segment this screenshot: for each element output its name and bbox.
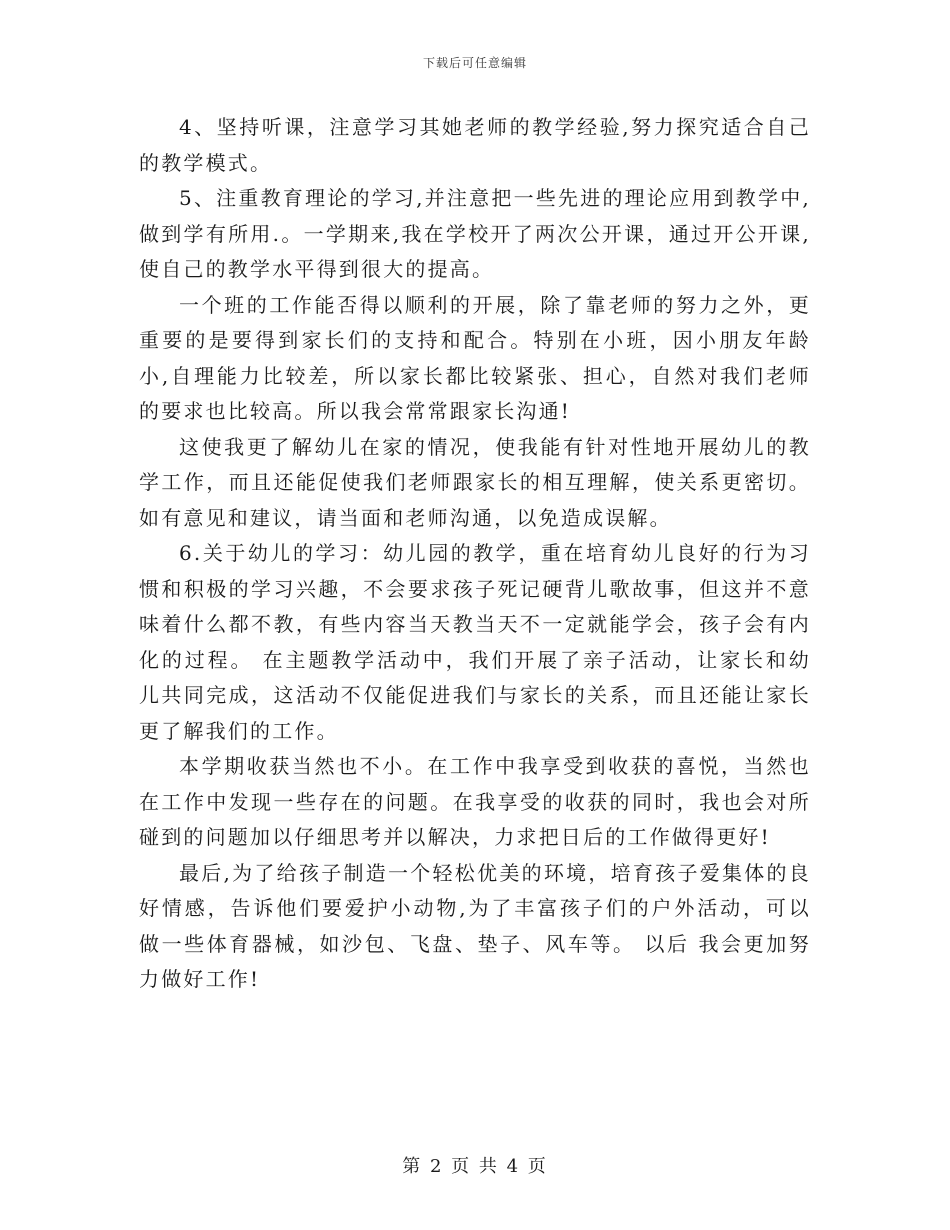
paragraph-children-learning: 6.关于幼儿的学习：幼儿园的教学，重在培育幼儿良好的行为习惯和积极的学习兴趣，不会要求孩子死记硬背儿歌故事，但这并不意味着什么都不教，有些内容当天教当天不一定就能学会，孩子会有内化的过程。 在主题教学活动中，我们开展了亲子活动，让家长和幼儿共同完成，这活动不仅能促进我们与家长的关系，而且还能让家长更了解我们的工作。 (139, 541, 811, 743)
paragraph-listening-classes: 4、坚持听课，注意学习其她老师的教学经验,努力探究适合自己的教学模式。 (139, 115, 811, 175)
page-header: 下载后可任意编辑 (422, 56, 527, 70)
paragraph-semester-gains: 本学期收获当然也不小。在工作中我享受到收获的喜悦，当然也在工作中发现一些存在的问题。在我享受的收获的同时，我也会对所碰到的问题加以仔细思考并以解决，力求把日后的工作做得更好! (139, 754, 811, 849)
page-number: 第 2 页 共 4 页 (402, 1156, 548, 1177)
paragraph-parent-cooperation: 一个班的工作能否得以顺利的开展，除了靠老师的努力之外，更重要的是要得到家长们的支持和配合。特别在小班，因小朋友年龄小,自理能力比较差，所以家长都比较紧张、担心，自然对我们老师的要求也比较高。所以我会常常跟家长沟通! (139, 292, 811, 423)
paragraph-education-theory: 5、注重教育理论的学习,并注意把一些先进的理论应用到教学中,做到学有所用.。一学期来,我在学校开了两次公开课，通过开公开课,使自己的教学水平得到很大的提高。 (139, 186, 811, 281)
document-body (139, 110, 811, 998)
paragraph-understanding-children: 这使我更了解幼儿在家的情况，使我能有针对性地开展幼儿的教学工作，而且还能促使我们老师跟家长的相互理解，使关系更密切。如有意见和建议，请当面和老师沟通，以免造成误解。 (139, 434, 811, 530)
paragraph-conclusion: 最后,为了给孩子制造一个轻松优美的环境，培育孩子爱集体的良好情感，告诉他们要爱护小动物,为了丰富孩子们的户外活动，可以做一些体育器械，如沙包、飞盘、垫子、风车等。 以后 我会更加努力做好工作! (139, 860, 811, 991)
